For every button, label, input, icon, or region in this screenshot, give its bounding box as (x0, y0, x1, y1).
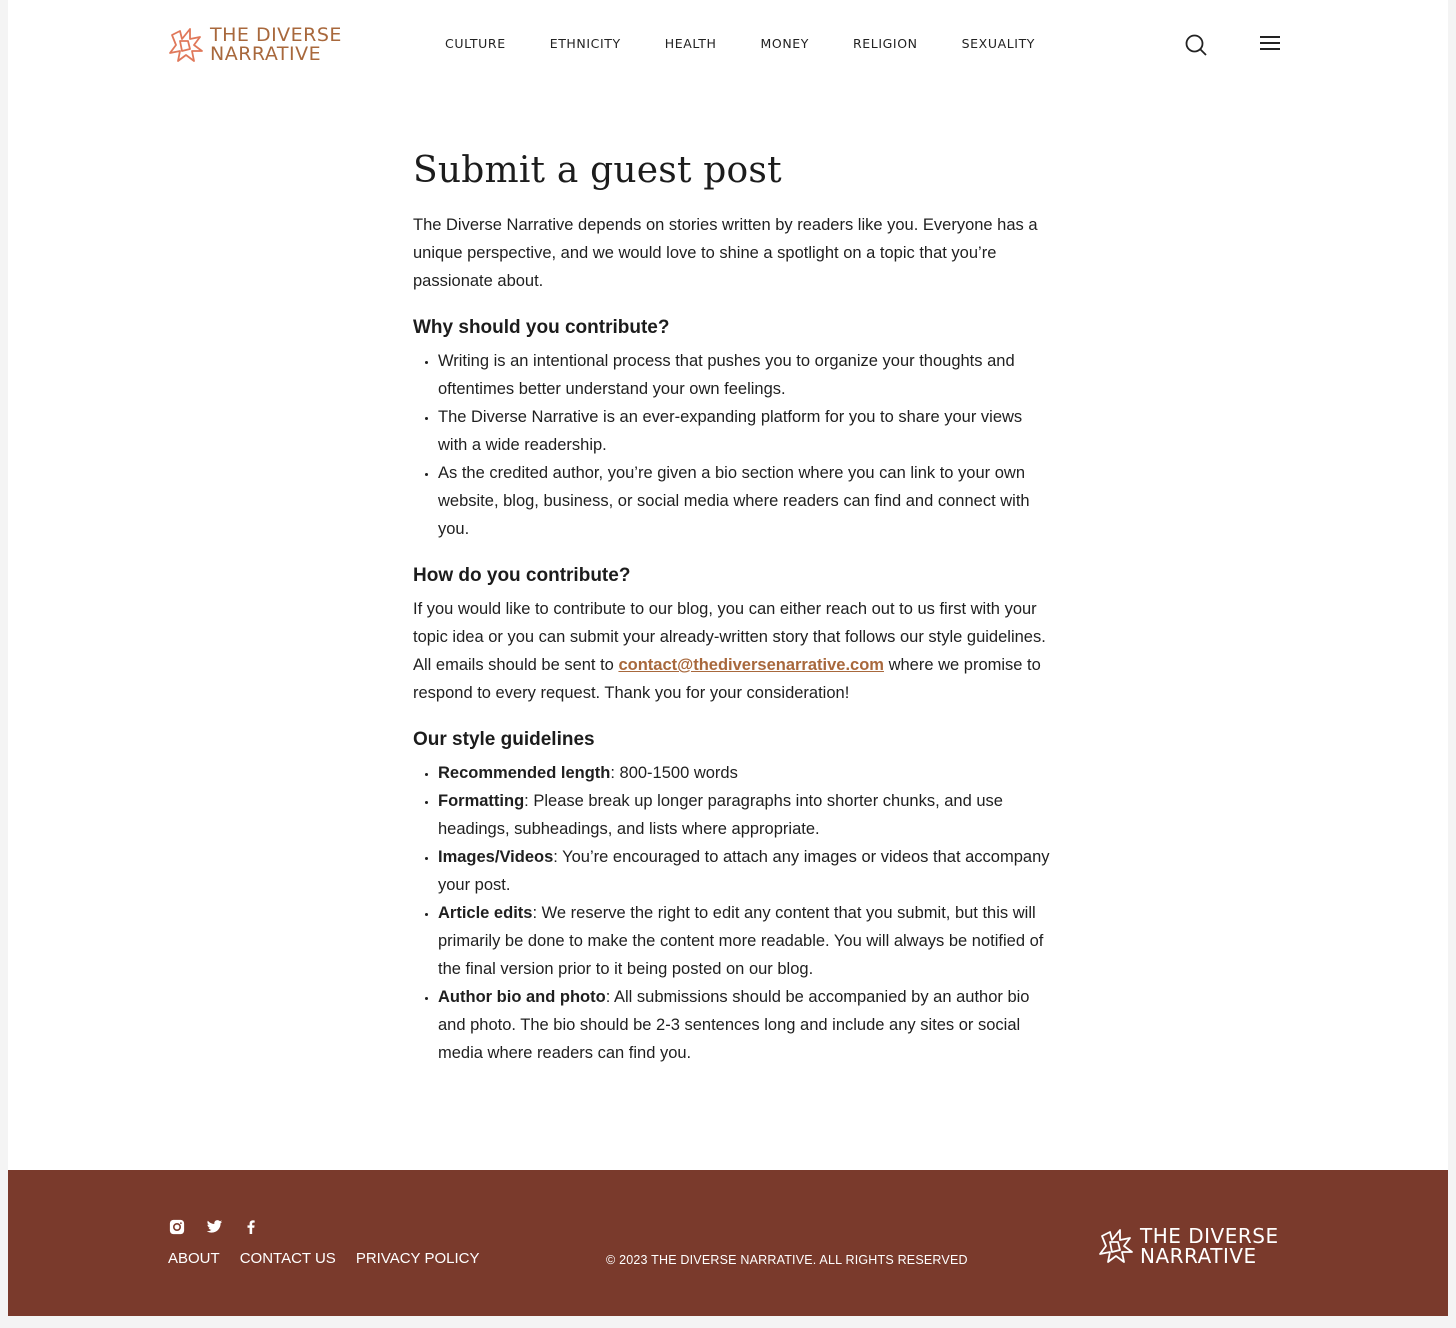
list-item: • As the credited author, you’re given a bio section where you can link to your own website, blog, business, or social media where readers can find and connect with you. (438, 459, 1053, 543)
nav-sexuality[interactable]: SEXUALITY (961, 36, 1036, 51)
style-label: Images/Videos (438, 848, 554, 866)
intro-paragraph: The Diverse Narrative depends on stories written by readers like you. Everyone has a unique perspective, and we would love to shine a spotlight on a topic that you’re passionate about. (413, 216, 1038, 290)
page-title: Submit a guest post (413, 150, 782, 191)
footer-logo-line1: THE DIVERSE (1140, 1224, 1279, 1248)
why-list (413, 347, 1053, 543)
style-text: : We reserve the right to edit any content that you submit, but this will primarily be done to make the content more readable. You will always be notified of the final version prior to it being posted on our blog. (438, 904, 1044, 978)
nav-religion[interactable]: RELIGION (853, 36, 918, 51)
style-text: : You’re encouraged to attach any images or videos that accompany your post. (438, 848, 1050, 894)
style-text: : All submissions should be accompanied by an author bio and photo. The bio should be 2-3 sentences long and include any sites or social media where readers can find you. (438, 988, 1030, 1062)
list-item (438, 899, 1053, 983)
copyright-text: © 2023 THE DIVERSE NARRATIVE. ALL RIGHTS RESERVED (606, 1253, 968, 1267)
list-item (438, 983, 1053, 1067)
list-item: • Writing is an intentional process that pushes you to organize your thoughts and oftentimes better understand your own feelings. (438, 347, 1053, 403)
style-label: Article edits (438, 904, 533, 922)
nav-ethnicity[interactable]: ETHNICITY (549, 36, 621, 51)
list-item: • The Diverse Narrative is an ever-expanding platform for you to share your views with a wide readership. (438, 403, 1053, 459)
list-item (438, 759, 1053, 787)
how-paragraph (413, 595, 1053, 707)
style-text: : 800-1500 words (610, 764, 738, 782)
search-icon[interactable] (1184, 33, 1208, 57)
footer-link-contact[interactable]: CONTACT US (239, 1250, 336, 1267)
nav-culture[interactable]: CULTURE (445, 36, 506, 51)
style-heading: Our style guidelines (413, 729, 595, 750)
footer-link-about[interactable]: ABOUT (168, 1250, 220, 1267)
style-label: Recommended length (438, 764, 611, 782)
logo-mark-icon (166, 27, 204, 63)
hamburger-menu-icon[interactable] (1258, 34, 1282, 54)
instagram-icon[interactable] (168, 1218, 186, 1236)
style-label: Author bio and photo (438, 988, 606, 1006)
main-nav (445, 36, 1079, 51)
contact-email-link[interactable]: contact@thediversenarrative.com (618, 656, 884, 674)
how-heading: How do you contribute? (413, 565, 631, 586)
logo-mark-icon (1096, 1228, 1134, 1264)
style-text: : Please break up longer paragraphs into shorter chunks, and use headings, subheadings, and lists where appropriate. (438, 792, 1003, 838)
article (413, 150, 1053, 1067)
list-item (438, 843, 1053, 899)
site-footer (8, 1170, 1448, 1316)
footer-logo-line2: NARRATIVE (1140, 1244, 1257, 1268)
footer-logo[interactable] (1096, 1226, 1279, 1266)
social-links (168, 1218, 279, 1236)
facebook-icon[interactable] (242, 1218, 260, 1236)
site-logo[interactable] (166, 26, 342, 64)
logo-line1: THE DIVERSE (210, 24, 342, 46)
nav-health[interactable]: HEALTH (664, 36, 717, 51)
how-text-before: If you would like to contribute to our blog, you can either reach out to us first with your topic idea or you can submit your already-written story that follows our style guidelines. All emails should be sent to (413, 600, 1046, 674)
page (8, 0, 1448, 1316)
style-list (413, 759, 1053, 1067)
why-heading: Why should you contribute? (413, 317, 670, 338)
how-text-after: where we promise to respond to every request. Thank you for your consideration! (413, 656, 1041, 702)
footer-link-privacy[interactable]: PRIVACY POLICY (355, 1250, 480, 1267)
footer-links (168, 1250, 499, 1267)
twitter-icon[interactable] (205, 1218, 223, 1236)
style-label: Formatting (438, 792, 525, 810)
nav-money[interactable]: MONEY (760, 36, 810, 51)
logo-line2: NARRATIVE (210, 43, 322, 65)
list-item (438, 787, 1053, 843)
